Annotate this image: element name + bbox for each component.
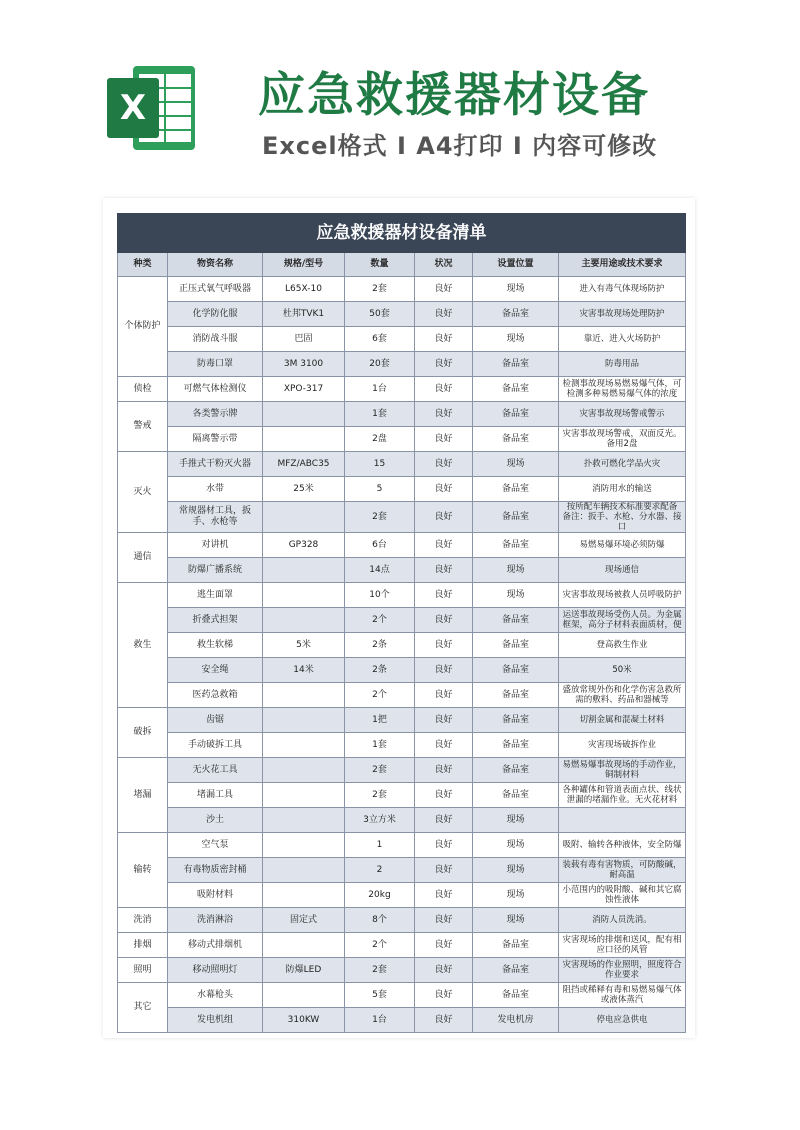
quantity-cell: 20kg (345, 883, 415, 908)
spec-cell (263, 758, 345, 783)
quantity-cell: 6套 (345, 327, 415, 352)
item-name-cell: 消防战斗服 (168, 327, 263, 352)
column-header: 状况 (415, 253, 473, 277)
table-row (118, 908, 686, 933)
condition-cell: 良好 (415, 783, 473, 808)
spec-cell: XPO-317 (263, 377, 345, 402)
category-cell: 其它 (118, 983, 168, 1033)
column-header: 种类 (118, 253, 168, 277)
condition-cell: 良好 (415, 352, 473, 377)
item-name-cell: 堵漏工具 (168, 783, 263, 808)
spec-cell (263, 833, 345, 858)
usage-cell: 运送事故现场受伤人员。为金属框架，高分子材料表面质材，便 (559, 608, 686, 633)
spec-cell: 防爆LED (263, 958, 345, 983)
category-cell: 输转 (118, 833, 168, 908)
spec-cell (263, 402, 345, 427)
table-body (118, 277, 686, 1033)
location-cell: 备品室 (473, 783, 559, 808)
condition-cell: 良好 (415, 402, 473, 427)
column-header: 主要用途或技术要求 (559, 253, 686, 277)
condition-cell: 良好 (415, 808, 473, 833)
usage-cell (559, 808, 686, 833)
usage-cell: 吸附、输转各种液体，安全防爆 (559, 833, 686, 858)
usage-cell: 扑救可燃化学品火灾 (559, 452, 686, 477)
quantity-cell: 2条 (345, 658, 415, 683)
spec-cell (263, 808, 345, 833)
category-cell: 照明 (118, 958, 168, 983)
quantity-cell: 2盘 (345, 427, 415, 452)
item-name-cell: 吸附材料 (168, 883, 263, 908)
column-header: 设置位置 (473, 253, 559, 277)
location-cell: 备品室 (473, 658, 559, 683)
condition-cell: 良好 (415, 377, 473, 402)
quantity-cell: 8个 (345, 908, 415, 933)
quantity-cell: 1套 (345, 733, 415, 758)
condition-cell: 良好 (415, 427, 473, 452)
item-name-cell: 空气泵 (168, 833, 263, 858)
spec-cell: MFZ/ABC35 (263, 452, 345, 477)
usage-cell: 消防人员洗消。 (559, 908, 686, 933)
location-cell: 备品室 (473, 352, 559, 377)
location-cell: 备品室 (473, 427, 559, 452)
item-name-cell: 水幕枪头 (168, 983, 263, 1008)
spec-cell (263, 733, 345, 758)
table-row (118, 833, 686, 858)
location-cell: 备品室 (473, 733, 559, 758)
table-row (118, 477, 686, 502)
usage-cell: 进入有毒气体现场防护 (559, 277, 686, 302)
condition-cell: 良好 (415, 302, 473, 327)
location-cell: 备品室 (473, 477, 559, 502)
table-row (118, 427, 686, 452)
condition-cell: 良好 (415, 583, 473, 608)
location-cell: 备品室 (473, 708, 559, 733)
location-cell: 发电机房 (473, 1008, 559, 1033)
item-name-cell: 有毒物质密封桶 (168, 858, 263, 883)
spec-cell (263, 933, 345, 958)
spec-cell: GP328 (263, 533, 345, 558)
table-row (118, 377, 686, 402)
usage-cell: 灾害事故现场警戒，双面反光。备用2盘 (559, 427, 686, 452)
usage-cell: 50米 (559, 658, 686, 683)
category-cell: 救生 (118, 583, 168, 708)
category-cell: 排烟 (118, 933, 168, 958)
usage-cell: 装载有毒有害物质，可防酸碱，耐高温 (559, 858, 686, 883)
usage-cell: 灾害现场的作业照明，照度符合作业要求 (559, 958, 686, 983)
usage-cell: 易燃易爆环境必须防爆 (559, 533, 686, 558)
spec-cell: 巴固 (263, 327, 345, 352)
spec-cell (263, 783, 345, 808)
usage-cell: 灾害事故现场警戒警示 (559, 402, 686, 427)
quantity-cell: 2套 (345, 958, 415, 983)
spec-cell (263, 583, 345, 608)
table-title: 应急救援器材设备清单 (118, 214, 686, 253)
item-name-cell: 齿锯 (168, 708, 263, 733)
category-cell: 警戒 (118, 402, 168, 452)
item-name-cell: 救生软梯 (168, 633, 263, 658)
table-row (118, 583, 686, 608)
usage-cell: 各种罐体和管道表面点状、线状泄漏的堵漏作业。无火花材料 (559, 783, 686, 808)
spec-cell (263, 608, 345, 633)
page-title: 应急救援器材设备 (258, 68, 650, 123)
spec-cell: 14米 (263, 658, 345, 683)
condition-cell: 良好 (415, 558, 473, 583)
item-name-cell: 可燃气体检测仪 (168, 377, 263, 402)
location-cell: 现场 (473, 277, 559, 302)
excel-logo-letter: X (119, 88, 147, 128)
quantity-cell: 2套 (345, 502, 415, 533)
condition-cell: 良好 (415, 1008, 473, 1033)
quantity-cell: 20套 (345, 352, 415, 377)
item-name-cell: 水带 (168, 477, 263, 502)
location-cell: 现场 (473, 558, 559, 583)
item-name-cell: 移动照明灯 (168, 958, 263, 983)
spec-cell (263, 858, 345, 883)
spec-cell (263, 558, 345, 583)
location-cell: 备品室 (473, 633, 559, 658)
table-row (118, 858, 686, 883)
item-name-cell: 正压式氧气呼吸器 (168, 277, 263, 302)
item-name-cell: 防毒口罩 (168, 352, 263, 377)
location-cell: 备品室 (473, 758, 559, 783)
item-name-cell: 隔离警示带 (168, 427, 263, 452)
quantity-cell: 1台 (345, 1008, 415, 1033)
table-row (118, 352, 686, 377)
condition-cell: 良好 (415, 983, 473, 1008)
location-cell: 现场 (473, 858, 559, 883)
location-cell: 备品室 (473, 683, 559, 708)
spec-cell (263, 883, 345, 908)
column-header: 数量 (345, 253, 415, 277)
excel-icon (103, 58, 203, 158)
location-cell: 备品室 (473, 608, 559, 633)
item-name-cell: 常规器材工具，扳手、水枪等 (168, 502, 263, 533)
table-row (118, 658, 686, 683)
table-row (118, 452, 686, 477)
table-row (118, 327, 686, 352)
location-cell: 现场 (473, 452, 559, 477)
quantity-cell: 10个 (345, 583, 415, 608)
usage-cell: 易燃易爆事故现场的手动作业，铜制材料 (559, 758, 686, 783)
spec-cell: 310KW (263, 1008, 345, 1033)
condition-cell: 良好 (415, 883, 473, 908)
item-name-cell: 无火花工具 (168, 758, 263, 783)
location-cell: 备品室 (473, 533, 559, 558)
condition-cell: 良好 (415, 533, 473, 558)
spec-cell: 5米 (263, 633, 345, 658)
quantity-cell: 2条 (345, 633, 415, 658)
location-cell: 现场 (473, 833, 559, 858)
quantity-cell: 1把 (345, 708, 415, 733)
page-header (0, 0, 800, 185)
table-row (118, 302, 686, 327)
usage-cell: 灾害现场的排烟和送风，配有相应口径的风管 (559, 933, 686, 958)
item-name-cell: 医药急救箱 (168, 683, 263, 708)
condition-cell: 良好 (415, 477, 473, 502)
quantity-cell: 2套 (345, 758, 415, 783)
table-row (118, 783, 686, 808)
condition-cell: 良好 (415, 277, 473, 302)
category-cell: 通信 (118, 533, 168, 583)
usage-cell: 阻挡或稀释有毒和易燃易爆气体或液体蒸汽 (559, 983, 686, 1008)
table-row (118, 402, 686, 427)
location-cell: 现场 (473, 883, 559, 908)
usage-cell: 小范围内的吸附酸、碱和其它腐蚀性液体 (559, 883, 686, 908)
column-header-row (118, 253, 686, 277)
usage-cell: 灾害事故现场被救人员呼吸防护 (559, 583, 686, 608)
table-row (118, 502, 686, 533)
usage-cell: 防毒用品 (559, 352, 686, 377)
quantity-cell: 14点 (345, 558, 415, 583)
usage-cell: 现场通信 (559, 558, 686, 583)
table-row (118, 808, 686, 833)
condition-cell: 良好 (415, 933, 473, 958)
quantity-cell: 50套 (345, 302, 415, 327)
quantity-cell: 2套 (345, 783, 415, 808)
spec-cell (263, 502, 345, 533)
quantity-cell: 2套 (345, 277, 415, 302)
condition-cell: 良好 (415, 502, 473, 533)
quantity-cell: 1 (345, 833, 415, 858)
condition-cell: 良好 (415, 608, 473, 633)
usage-cell: 灾害现场破拆作业 (559, 733, 686, 758)
table-row (118, 733, 686, 758)
page-subtitle: Excel格式 I A4打印 I 内容可修改 (262, 132, 658, 160)
quantity-cell: 2个 (345, 608, 415, 633)
spec-cell: 25米 (263, 477, 345, 502)
usage-cell: 按所配车辆技术标准要求配备 备注：扳手、水枪、分水器、接口 (559, 502, 686, 533)
item-name-cell: 安全绳 (168, 658, 263, 683)
equipment-table (117, 213, 686, 1033)
category-cell: 灭火 (118, 452, 168, 533)
table-row (118, 1008, 686, 1033)
table-row (118, 558, 686, 583)
item-name-cell: 手动破拆工具 (168, 733, 263, 758)
item-name-cell: 移动式排烟机 (168, 933, 263, 958)
location-cell: 备品室 (473, 302, 559, 327)
table-row (118, 883, 686, 908)
condition-cell: 良好 (415, 452, 473, 477)
spec-cell: 固定式 (263, 908, 345, 933)
category-cell: 破拆 (118, 708, 168, 758)
spec-cell (263, 708, 345, 733)
item-name-cell: 折叠式担架 (168, 608, 263, 633)
item-name-cell: 防爆广播系统 (168, 558, 263, 583)
usage-cell: 登高救生作业 (559, 633, 686, 658)
table-row (118, 533, 686, 558)
usage-cell: 消防用水的输送 (559, 477, 686, 502)
category-cell: 堵漏 (118, 758, 168, 833)
quantity-cell: 2个 (345, 683, 415, 708)
category-cell: 侦检 (118, 377, 168, 402)
usage-cell: 靠近、进入火场防护 (559, 327, 686, 352)
item-name-cell: 发电机组 (168, 1008, 263, 1033)
item-name-cell: 洗消淋浴 (168, 908, 263, 933)
condition-cell: 良好 (415, 327, 473, 352)
usage-cell: 停电应急供电 (559, 1008, 686, 1033)
spec-cell (263, 683, 345, 708)
quantity-cell: 2 (345, 858, 415, 883)
table-row (118, 683, 686, 708)
location-cell: 备品室 (473, 933, 559, 958)
item-name-cell: 沙土 (168, 808, 263, 833)
table-row (118, 758, 686, 783)
location-cell: 现场 (473, 808, 559, 833)
column-header: 规格/型号 (263, 253, 345, 277)
table-row (118, 608, 686, 633)
quantity-cell: 15 (345, 452, 415, 477)
table-row (118, 277, 686, 302)
item-name-cell: 化学防化服 (168, 302, 263, 327)
condition-cell: 良好 (415, 683, 473, 708)
quantity-cell: 5套 (345, 983, 415, 1008)
table-row (118, 983, 686, 1008)
usage-cell: 切割金属和混凝土材料 (559, 708, 686, 733)
location-cell: 备品室 (473, 983, 559, 1008)
condition-cell: 良好 (415, 833, 473, 858)
category-cell: 洗消 (118, 908, 168, 933)
spec-cell (263, 983, 345, 1008)
quantity-cell: 5 (345, 477, 415, 502)
condition-cell: 良好 (415, 633, 473, 658)
condition-cell: 良好 (415, 658, 473, 683)
usage-cell: 灾害事故现场处理防护 (559, 302, 686, 327)
table-row (118, 633, 686, 658)
condition-cell: 良好 (415, 758, 473, 783)
spec-cell: L65X-10 (263, 277, 345, 302)
condition-cell: 良好 (415, 958, 473, 983)
item-name-cell: 对讲机 (168, 533, 263, 558)
column-header: 物资名称 (168, 253, 263, 277)
table-row (118, 708, 686, 733)
location-cell: 备品室 (473, 958, 559, 983)
condition-cell: 良好 (415, 733, 473, 758)
location-cell: 备品室 (473, 402, 559, 427)
spec-cell (263, 427, 345, 452)
quantity-cell: 6台 (345, 533, 415, 558)
condition-cell: 良好 (415, 858, 473, 883)
location-cell: 备品室 (473, 377, 559, 402)
quantity-cell: 1套 (345, 402, 415, 427)
condition-cell: 良好 (415, 708, 473, 733)
item-name-cell: 各类警示牌 (168, 402, 263, 427)
category-cell: 个体防护 (118, 277, 168, 377)
usage-cell: 检测事故现场易燃易爆气体，可检测多种易燃易爆气体的浓度 (559, 377, 686, 402)
condition-cell: 良好 (415, 908, 473, 933)
location-cell: 备品室 (473, 502, 559, 533)
spec-cell: 杜邦TVK1 (263, 302, 345, 327)
usage-cell: 盛放常规外伤和化学伤害急救所需的敷料、药品和器械等 (559, 683, 686, 708)
item-name-cell: 手推式干粉灭火器 (168, 452, 263, 477)
item-name-cell: 逃生面罩 (168, 583, 263, 608)
location-cell: 现场 (473, 327, 559, 352)
table-row (118, 958, 686, 983)
spec-cell: 3M 3100 (263, 352, 345, 377)
location-cell: 现场 (473, 908, 559, 933)
quantity-cell: 1台 (345, 377, 415, 402)
quantity-cell: 3立方米 (345, 808, 415, 833)
table-row (118, 933, 686, 958)
quantity-cell: 2个 (345, 933, 415, 958)
location-cell: 现场 (473, 583, 559, 608)
